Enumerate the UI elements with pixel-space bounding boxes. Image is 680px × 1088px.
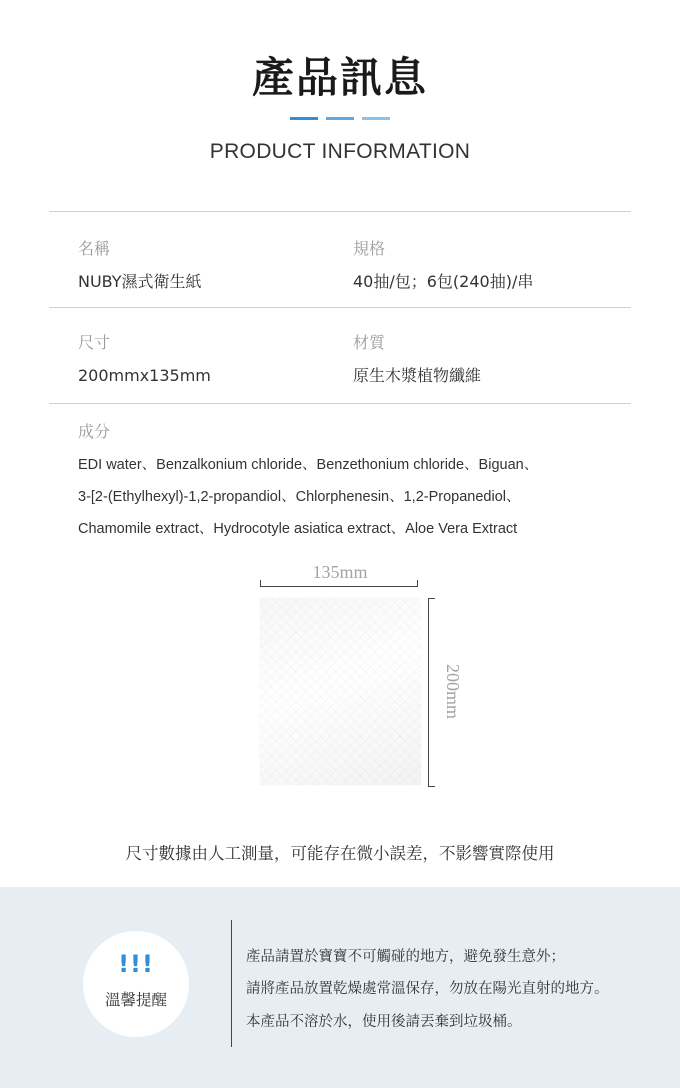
title-bar-2 xyxy=(326,117,354,120)
size-label: 尺寸 xyxy=(78,333,111,352)
reminder-tip: 本產品不溶於水，使用後請丟棄到垃圾桶。 xyxy=(246,1014,522,1030)
reminder-badge xyxy=(83,931,189,1037)
divider xyxy=(49,307,631,308)
page-subtitle: PRODUCT INFORMATION xyxy=(209,140,471,163)
name-value: NUBY濕式衛生紙 xyxy=(78,272,202,291)
measurement-note: 尺寸數據由人工測量，可能存在微小誤差，不影響實際使用 xyxy=(125,844,555,863)
width-dimension-label: 135mm xyxy=(312,562,368,582)
title-bar-3 xyxy=(362,117,390,120)
ingredients-line: Chamomile extract、Hydrocotyle asiatica extract、Aloe Vera Extract xyxy=(78,521,518,537)
height-dimension-label: 200mm xyxy=(443,664,463,720)
page-title: 產品訊息 xyxy=(251,53,428,102)
reminder-divider xyxy=(231,920,232,1047)
exclamation-icon: !!! xyxy=(118,950,154,978)
width-dimension-bracket xyxy=(260,580,418,587)
title-underline-bars xyxy=(290,117,390,121)
spec-value: 40抽/包；6包(240抽)/串 xyxy=(353,272,534,291)
reminder-tip: 產品請置於寶寶不可觸碰的地方，避免發生意外； xyxy=(246,949,565,965)
title-bar-1 xyxy=(290,117,318,120)
reminder-tip: 請將產品放置乾燥處常溫保存，勿放在陽光直射的地方。 xyxy=(246,981,609,997)
ingredients-line: EDI water、Benzalkonium chloride、Benzethonium chloride、Biguan、 xyxy=(78,457,539,473)
ingredients-line: 3-[2-(Ethylhexyl)-1,2-propandiol、Chlorphenesin、1,2-Propanediol、 xyxy=(78,489,521,505)
size-value: 200mmx135mm xyxy=(78,366,211,385)
divider xyxy=(49,403,631,404)
tissue-sheet-image xyxy=(260,598,421,785)
material-value: 原生木漿植物纖維 xyxy=(353,366,482,385)
height-dimension-bracket xyxy=(428,598,435,787)
reminder-label: 溫馨提醒 xyxy=(104,991,167,1009)
name-label: 名稱 xyxy=(78,239,111,258)
ingredients-label: 成分 xyxy=(78,422,111,441)
material-label: 材質 xyxy=(353,333,386,352)
spec-label: 規格 xyxy=(353,239,386,258)
divider xyxy=(49,211,631,212)
